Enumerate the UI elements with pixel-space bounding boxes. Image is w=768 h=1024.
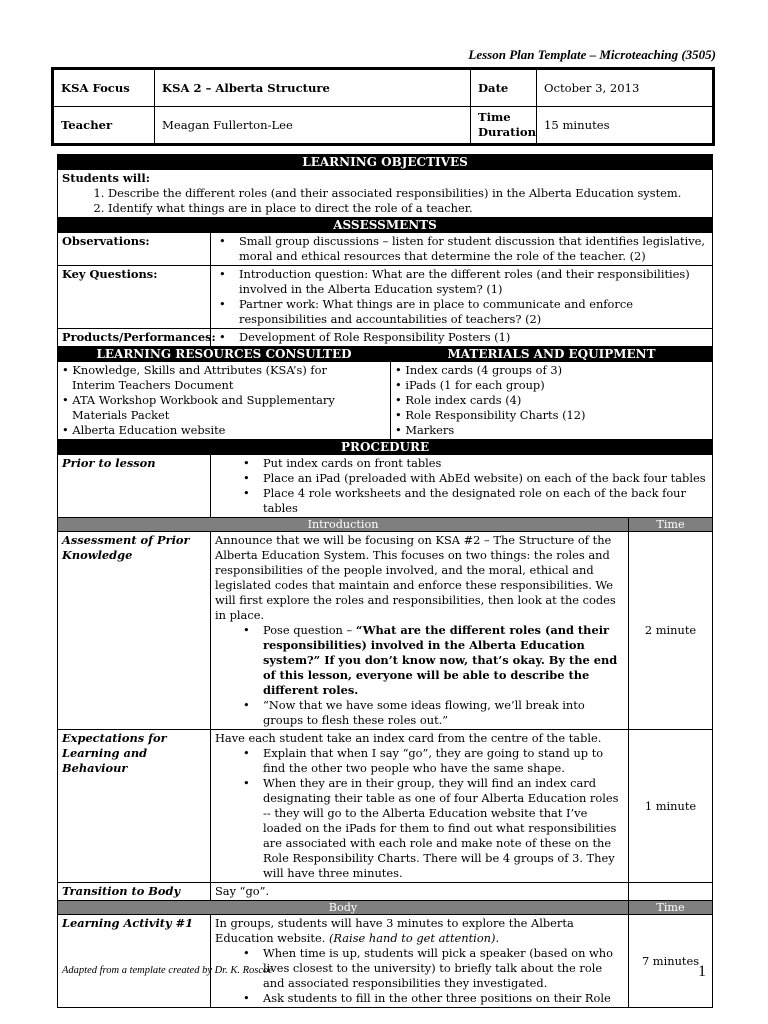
expectations-time: 1 minute: [629, 730, 713, 883]
transition-label: Transition to Body: [58, 883, 211, 901]
assessment-prior-knowledge-label: Assessment of Prior Knowledge: [58, 532, 211, 730]
resource-item: • Knowledge, Skills and Attributes (KSA’s) for Interim Teachers Document: [62, 363, 366, 393]
time-duration-label: Time Duration: [471, 107, 537, 145]
expectations-label: Expectations for Learning and Behaviour: [58, 730, 211, 883]
page-number: 1: [698, 963, 706, 980]
expectations-text: Have each student take an index card from the centre of the table.: [215, 731, 602, 745]
product-item: • Development of Role Responsibility Posters (1): [239, 330, 708, 345]
prior-item: • Put index cards on front tables: [263, 456, 708, 471]
transition-text: Say “go”.: [211, 883, 629, 901]
learning-objectives-cell: [58, 170, 713, 218]
apk-bullet-question: “What are the different roles (and their responsibilities) involved in the Alberta Education system?” If you don’t know now, that’s okay. By the end of this lesson, everyone will be able to describe the different roles.: [263, 623, 618, 697]
prior-to-lesson-cell: [211, 455, 713, 518]
document-header-title: Lesson Plan Template – Microteaching (3505): [468, 47, 716, 62]
resources-cell: [58, 362, 391, 440]
material-item: • iPads (1 for each group): [395, 378, 708, 393]
materials-heading: MATERIALS AND EQUIPMENT: [391, 347, 713, 362]
la1-bullet: • Ask students to fill in the other three positions on their Role: [263, 991, 624, 1006]
key-questions-cell: [211, 266, 713, 329]
body-time-heading: Time: [629, 901, 713, 915]
la1-text-main: In groups, students will have 3 minutes to explore the Alberta Education website.: [215, 916, 574, 945]
la1-bullet: • When time is up, students will pick a speaker (based on who lives closest to the university) to briefly talk about the role and associated responsibilities they investigated.: [263, 946, 624, 991]
expectations-cell: [211, 730, 629, 883]
assessment-prior-knowledge-cell: [211, 532, 629, 730]
objectives-list: [62, 186, 708, 216]
material-item: • Role index cards (4): [395, 393, 708, 408]
time-heading: Time: [629, 518, 713, 532]
apk-bullet: • “Now that we have some ideas flowing, we’ll break into groups to flesh these roles out.”: [263, 698, 624, 728]
la1-text: [215, 916, 624, 946]
objectives-intro: Students will:: [62, 171, 150, 185]
assessments-heading: ASSESSMENTS: [58, 218, 713, 233]
teacher-label: Teacher: [53, 107, 155, 145]
apk-bullet-lead: Pose question –: [263, 623, 356, 637]
products-label: Products/Performances:: [58, 329, 211, 347]
apk-text: Announce that we will be focusing on KSA #2 – The Structure of the Alberta Education System. This focuses on two things: the roles and responsibilities of the people involved, and the moral, ethical and legislated codes that maintain and enforce these responsibilities. We will first explore the roles and responsibilities, then look at the codes in place.: [215, 533, 616, 622]
expectations-bullet: • Explain that when I say “go”, they are going to stand up to find the other two people who have the same shape.: [263, 746, 624, 776]
resource-item: • ATA Workshop Workbook and Supplementary Materials Packet: [62, 393, 366, 423]
objective-item: 2. Identify what things are in place to direct the role of a teacher.: [108, 201, 708, 216]
date-value: October 3, 2013: [537, 69, 714, 107]
apk-bullet: [263, 623, 624, 698]
date-label: Date: [471, 69, 537, 107]
learning-objectives-heading: LEARNING OBJECTIVES: [58, 155, 713, 170]
materials-cell: [391, 362, 713, 440]
expectations-bullet: • When they are in their group, they will find an index card designating their table as one of four Alberta Education roles -- they will go to the Alberta Education website that I’ve loaded on the iPads for them to find out what responsibilities are associated with each role and make note of these on the Role Responsibility Charts. There will be 4 groups of 3. They will have three minutes.: [263, 776, 624, 881]
key-question-item: • Introduction question: What are the different roles (and their responsibilities) involved in the Alberta Education system? (1): [239, 267, 708, 297]
prior-item: • Place an iPad (preloaded with AbEd website) on each of the back four tables: [263, 471, 708, 486]
ksa-focus-value: KSA 2 – Alberta Structure: [155, 69, 471, 107]
objective-item: 1. Describe the different roles (and their associated responsibilities) in the Alberta Education system.: [108, 186, 708, 201]
ksa-focus-label: KSA Focus: [53, 69, 155, 107]
prior-to-lesson-label: Prior to lesson: [58, 455, 211, 518]
observations-cell: [211, 233, 713, 266]
apk-time: 2 minute: [629, 532, 713, 730]
material-item: • Markers: [395, 423, 708, 438]
la1-text-note: (Raise hand to get attention).: [328, 931, 500, 945]
la1-time: 7 minutes: [629, 915, 713, 1008]
introduction-heading: Introduction: [58, 518, 629, 532]
learning-activity-1-label: Learning Activity #1: [58, 915, 211, 1008]
learning-activity-1-cell: [211, 915, 629, 1008]
resource-item: • Alberta Education website: [62, 423, 366, 438]
observations-label: Observations:: [58, 233, 211, 266]
key-question-item: • Partner work: What things are in place to communicate and enforce responsibilities and accountabilities of teachers? (2): [239, 297, 708, 327]
teacher-value: Meagan Fullerton-Lee: [155, 107, 471, 145]
resources-heading: LEARNING RESOURCES CONSULTED: [58, 347, 391, 362]
time-duration-value: 15 minutes: [537, 107, 714, 145]
material-item: • Role Responsibility Charts (12): [395, 408, 708, 423]
products-cell: [211, 329, 713, 347]
lesson-plan-table: [57, 154, 713, 1008]
lesson-info-table: [51, 67, 715, 146]
prior-item: • Place 4 role worksheets and the designated role on each of the back four tables: [263, 486, 708, 516]
procedure-heading: PROCEDURE: [58, 440, 713, 455]
material-item: • Index cards (4 groups of 3): [395, 363, 708, 378]
body-heading: Body: [58, 901, 629, 915]
transition-time: [629, 883, 713, 901]
observation-item: • Small group discussions – listen for student discussion that identifies legislative, moral and ethical resources that determine the role of the teacher. (2): [239, 234, 708, 264]
footer-credit: Adapted from a template created by Dr. K. Roscoe: [62, 965, 273, 976]
key-questions-label: Key Questions:: [58, 266, 211, 329]
